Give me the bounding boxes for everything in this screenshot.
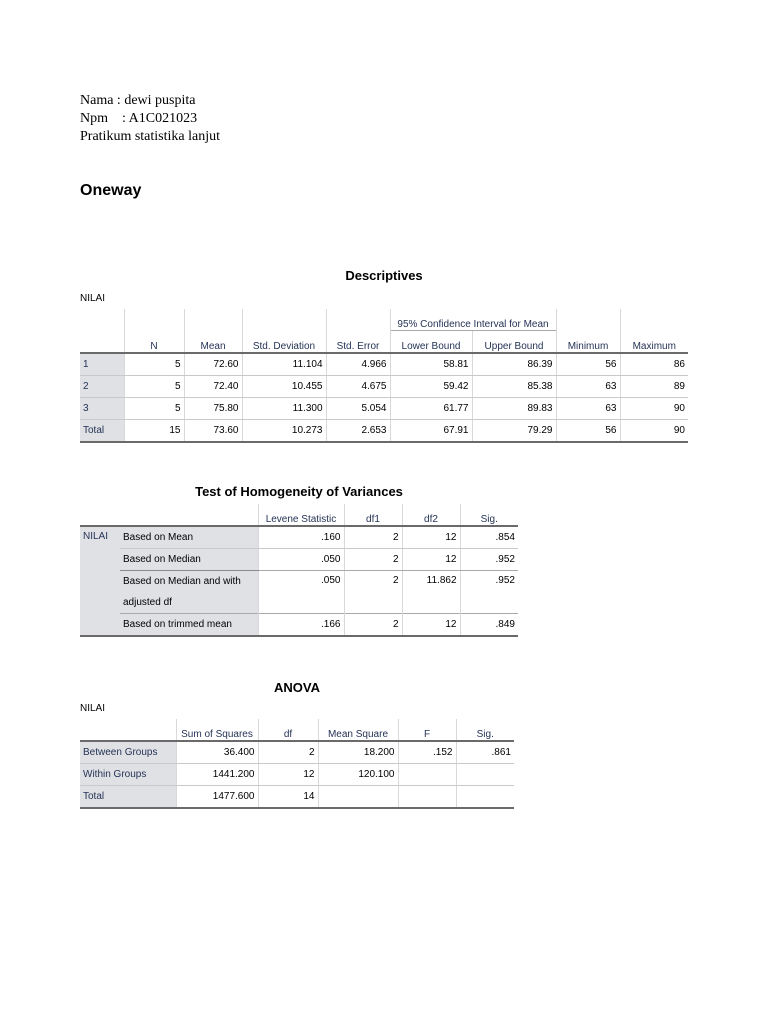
- ci-header: 95% Confidence Interval for Mean: [390, 309, 556, 331]
- col-header: Upper Bound: [472, 331, 556, 354]
- homogeneity-table: Levene Statistic df1 df2 Sig. NILAI Based on Mean .160 2 12 .854 Based on Median .050 2 12 .952 Based on Median and with .050 2 11.862 .952 adjusted df Based on trimmed mean .166 2 12 .849: [80, 504, 518, 637]
- anova-table: [80, 719, 514, 809]
- table-row: Within Groups 1441.200 12 120.100: [80, 764, 514, 786]
- student-name: Nama : dewi puspita: [80, 93, 196, 108]
- col-header: Lower Bound: [390, 331, 472, 354]
- table-row: 1 5 72.60 11.104 4.966 58.81 86.39 56 86: [80, 353, 688, 376]
- table-row: Total 15 73.60 10.273 2.653 67.91 79.29 56 90: [80, 420, 688, 443]
- col-header: Mean Square: [318, 719, 398, 741]
- descriptives-title: Descriptives: [345, 268, 423, 283]
- table-row: Based on Median and with .050 2 11.862 .952: [80, 571, 518, 593]
- anova-variable: NILAI: [80, 703, 106, 714]
- descriptives-variable: NILAI: [80, 293, 106, 304]
- table-row: 3 5 75.80 11.300 5.054 61.77 89.83 63 90: [80, 398, 688, 420]
- homogeneity-variable: NILAI: [80, 526, 120, 636]
- col-header: df1: [344, 504, 402, 526]
- table-row: Based on Median .050 2 12 .952: [80, 549, 518, 571]
- col-header: N: [124, 331, 184, 354]
- student-npm: Npm : A1C021023: [80, 111, 198, 126]
- descriptives-table: [80, 309, 688, 443]
- col-header: Std. Error: [326, 331, 390, 354]
- col-header: Minimum: [556, 331, 620, 354]
- student-info: [80, 92, 220, 146]
- table-row: Between Groups 36.400 2 18.200 .152 .861: [80, 741, 514, 764]
- col-header: Std. Deviation: [242, 331, 326, 354]
- table-row: Total 1477.600 14: [80, 786, 514, 809]
- col-header: Sum of Squares: [176, 719, 258, 741]
- col-header: df: [258, 719, 318, 741]
- table-row: NILAI Based on Mean .160 2 12 .854: [80, 526, 518, 549]
- table-row: 2 5 72.40 10.455 4.675 59.42 85.38 63 89: [80, 376, 688, 398]
- col-header: F: [398, 719, 456, 741]
- col-header: Sig.: [460, 504, 518, 526]
- anova-title: ANOVA: [274, 680, 320, 695]
- col-header: Sig.: [456, 719, 514, 741]
- course-name: Pratikum statistika lanjut: [80, 129, 220, 144]
- section-title: Oneway: [80, 182, 142, 199]
- homogeneity-title: Test of Homogeneity of Variances: [195, 484, 403, 499]
- col-header: df2: [402, 504, 460, 526]
- table-row: Based on trimmed mean .166 2 12 .849: [80, 614, 518, 637]
- col-header: Levene Statistic: [258, 504, 344, 526]
- col-header: Maximum: [620, 331, 688, 354]
- col-header: Mean: [184, 331, 242, 354]
